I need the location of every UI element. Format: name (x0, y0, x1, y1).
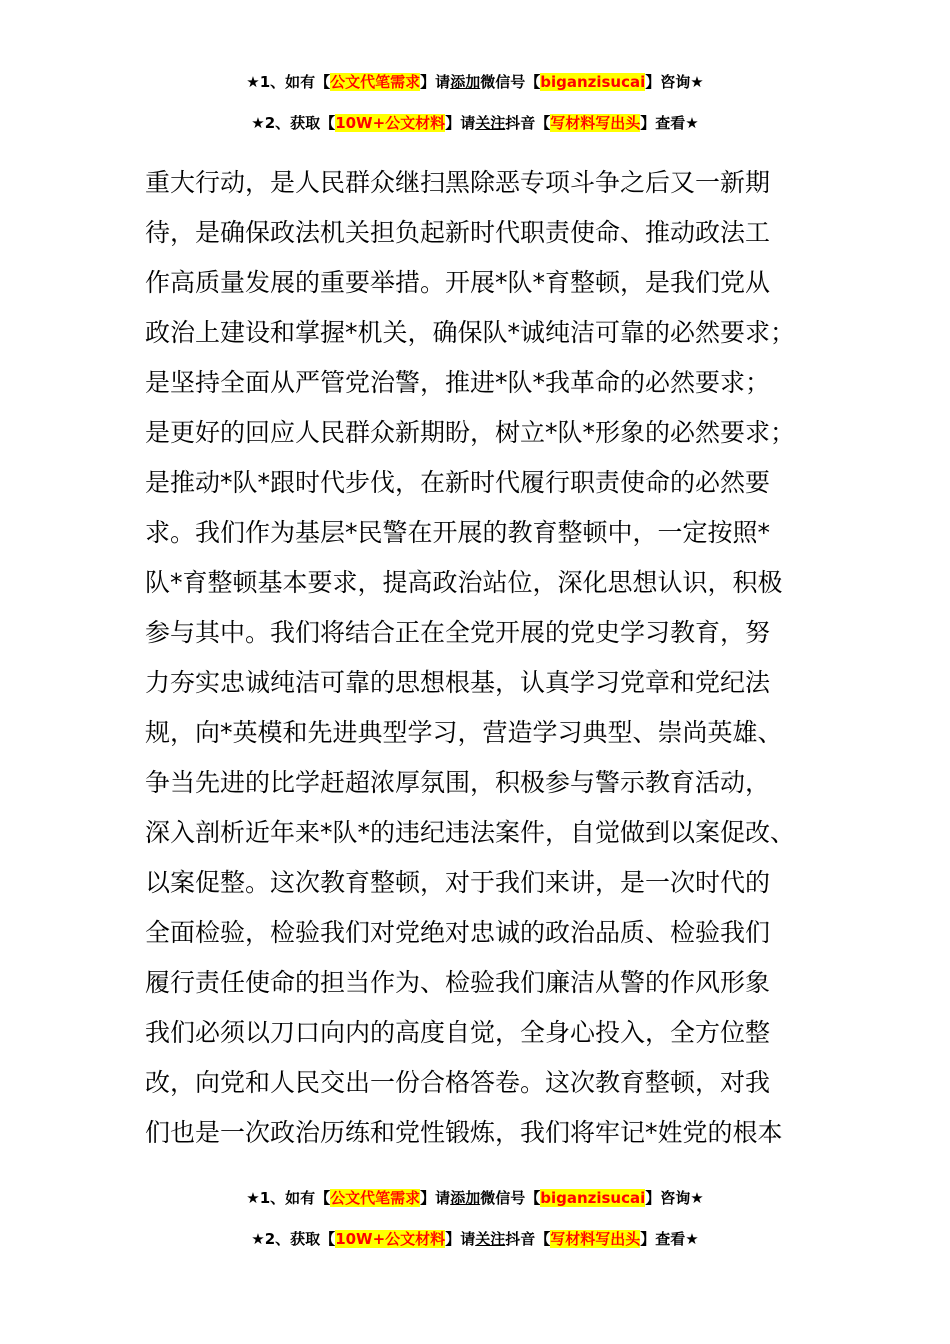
footer-promo-line-2 (0, 1227, 950, 1251)
promo-highlight: biganzisucai (540, 73, 646, 91)
promo-highlight: 公文代笔需求 (330, 1189, 421, 1207)
body-line: 规，向*英模和先进典型学习，营造学习典型、崇尚英雄、 (145, 718, 783, 747)
document-body (145, 158, 845, 1158)
body-line: 深入剖析近年来*队*的违纪违法案件，自觉做到以案促改、 (145, 818, 796, 847)
promo-highlight: 写材料写出头 (550, 114, 641, 132)
promo-highlight: 写材料写出头 (550, 1230, 641, 1248)
body-line: 力夯实忠诚纯洁可靠的思想根基，认真学习党章和党纪法 (145, 668, 771, 697)
body-line: 作高质量发展的重要举措。开展*队*育整顿，是我们党从 (145, 268, 771, 297)
header-promo-line-2 (0, 111, 950, 135)
body-line: 我们必须以刀口向内的高度自觉，全身心投入，全方位整 (145, 1018, 771, 1047)
promo-text: 微信号【 (480, 1189, 541, 1207)
body-line: 政治上建设和掌握*机关，确保队*诚纯洁可靠的必然要求； (145, 318, 796, 347)
promo-text: ★2、获取【 (251, 114, 336, 132)
promo-highlight: 10W+公文材料 (335, 114, 446, 132)
promo-text: 微信号【 (480, 73, 541, 91)
promo-underlined: 关注 (475, 1230, 506, 1248)
body-line: 队*育整顿基本要求，提高政治站位，深化思想认识，积极 (145, 568, 783, 597)
promo-text: 】请 (445, 1230, 476, 1248)
body-line: 改，向党和人民交出一份合格答卷。这次教育整顿，对我 (145, 1068, 771, 1097)
promo-text: ★1、如有【 (246, 1189, 331, 1207)
body-line: 争当先进的比学赶超浓厚氛围，积极参与警示教育活动， (145, 768, 771, 797)
promo-text: 】咨询★ (645, 73, 704, 91)
promo-text: 】请 (420, 1189, 451, 1207)
body-line: 重大行动，是人民群众继扫黑除恶专项斗争之后又一新期 (145, 168, 771, 197)
promo-text: 】请 (445, 114, 476, 132)
promo-highlight: 10W+公文材料 (335, 1230, 446, 1248)
body-line: 们也是一次政治历练和党性锻炼，我们将牢记*姓党的根本 (145, 1118, 783, 1147)
body-line: 以案促整。这次教育整顿，对于我们来讲，是一次时代的 (145, 868, 771, 897)
promo-text: ★2、获取【 (251, 1230, 336, 1248)
promo-text: 抖音【 (505, 1230, 551, 1248)
promo-text: 】咨询★ (645, 1189, 704, 1207)
body-line: 参与其中。我们将结合正在全党开展的党史学习教育，努 (145, 618, 771, 647)
promo-text: 】查看★ (640, 1230, 699, 1248)
body-line: 待，是确保政法机关担负起新时代职责使命、推动政法工 (145, 218, 771, 247)
body-line: 履行责任使命的担当作为、检验我们廉洁从警的作风形象 (145, 968, 771, 997)
body-line: 是更好的回应人民群众新期盼，树立*队*形象的必然要求； (145, 418, 796, 447)
promo-text: ★1、如有【 (246, 73, 331, 91)
body-line: 是坚持全面从严管党治警，推进*队*我革命的必然要求； (145, 368, 771, 397)
header-promo-line-1 (0, 70, 950, 94)
promo-underlined: 添加 (450, 1189, 481, 1207)
footer-promo-line-1 (0, 1186, 950, 1210)
promo-highlight: 公文代笔需求 (330, 73, 421, 91)
promo-text: 】查看★ (640, 114, 699, 132)
promo-text: 抖音【 (505, 114, 551, 132)
body-line: 求。我们作为基层*民警在开展的教育整顿中，一定按照* (145, 518, 771, 547)
body-line: 是推动*队*跟时代步伐，在新时代履行职责使命的必然要 (145, 468, 771, 497)
promo-underlined: 关注 (475, 114, 506, 132)
promo-highlight: biganzisucai (540, 1189, 646, 1207)
promo-text: 】请 (420, 73, 451, 91)
body-line: 全面检验，检验我们对党绝对忠诚的政治品质、检验我们 (145, 918, 771, 947)
promo-underlined: 添加 (450, 73, 481, 91)
